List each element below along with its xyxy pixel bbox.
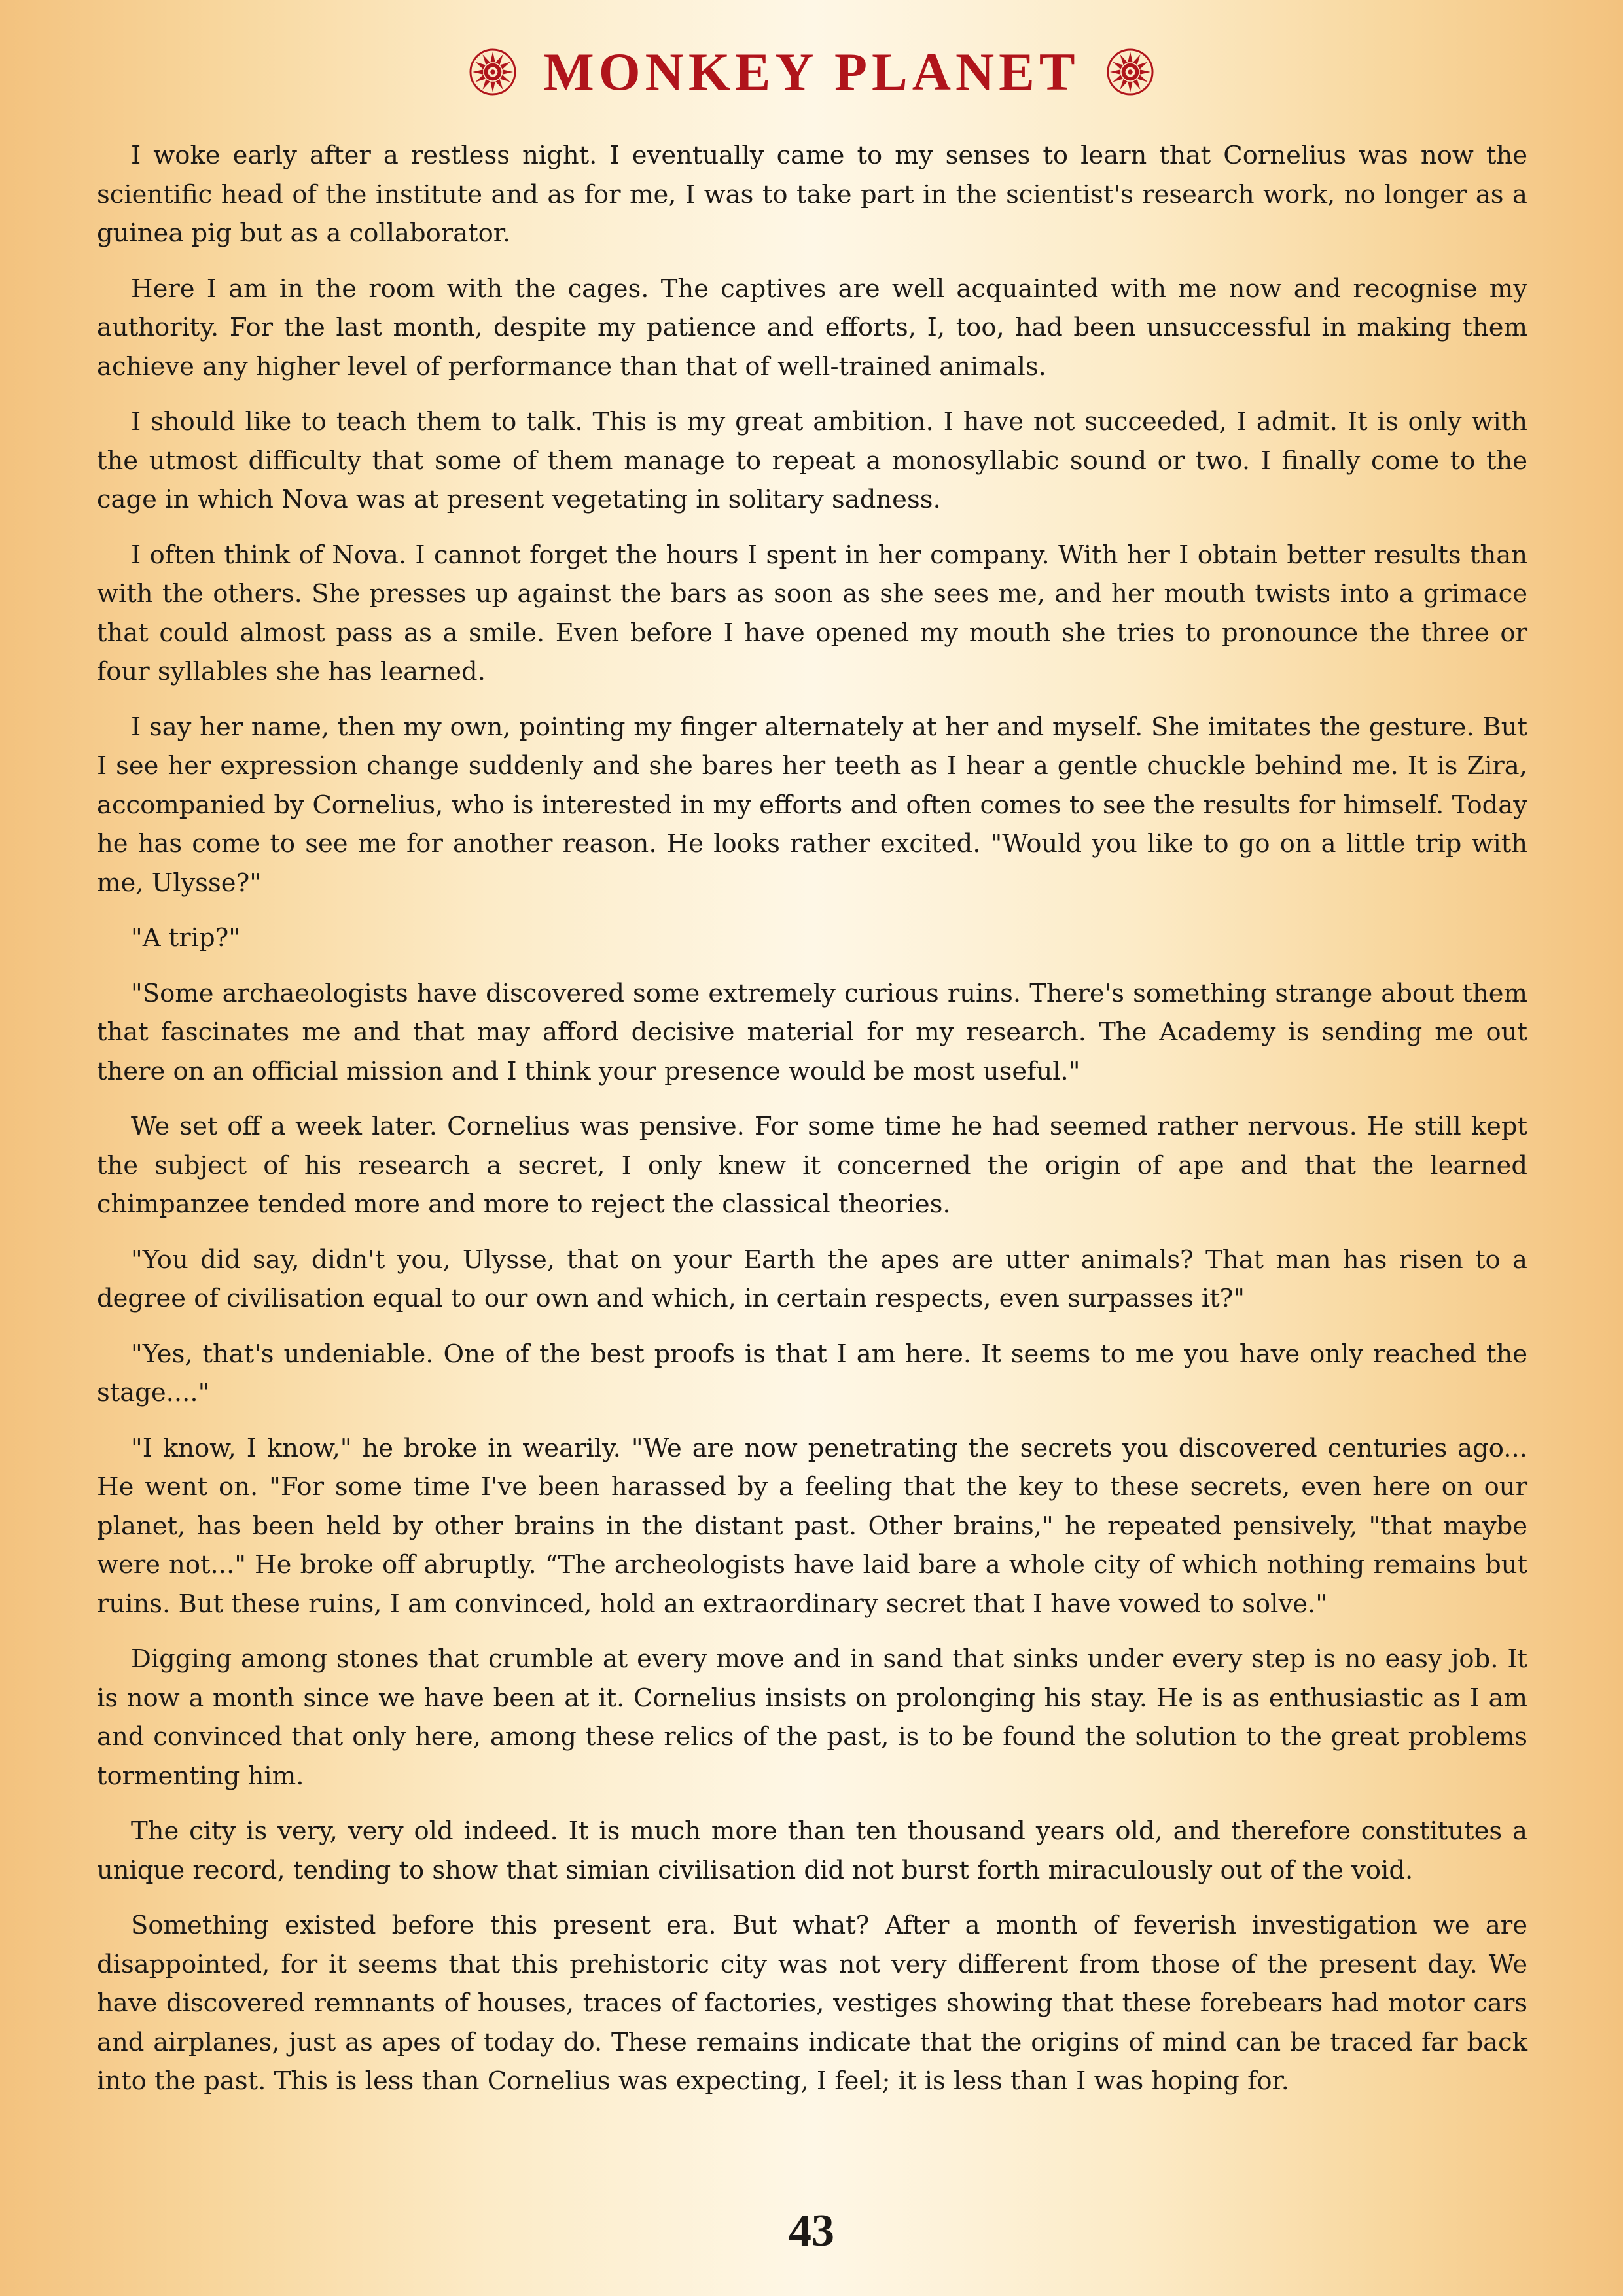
body-text bbox=[97, 136, 1527, 2117]
paragraph: I say her name, then my own, pointing my finger alternately at her and myself. She imitates the gesture. But I see her expression change suddenly and she bares her teeth as I hear a gentle chuckle behind me. It is Zira, accompanied by Cornelius, who is interested in my efforts and often comes to see the results for himself. Today he has come to see me for another reason. He looks rather excited. "Would you like to go on a little trip with me, Ulysse?" bbox=[97, 712, 1527, 898]
paragraph: I often think of Nova. I cannot forget the hours I spent in her company. With her I obtain better results than with the others. She presses up against the bars as soon as she sees me, and her mouth twists into a grimace that could almost pass as a smile. Even before I have opened my mouth she tries to pronounce the three or four syllables she has learned. bbox=[97, 540, 1527, 686]
paragraph: The city is very, very old indeed. It is much more than ten thousand years old, and therefore constitutes a unique record, tending to show that simian civilisation did not burst forth miraculously out of the void. bbox=[97, 1816, 1527, 1885]
paragraph: I woke early after a restless night. I eventually came to my senses to learn that Cornelius was now the scientific head of the institute and as for me, I was to take part in the scientist's research work, no longer as a guinea pig but as a collaborator. bbox=[97, 141, 1527, 248]
paragraph: We set off a week later. Cornelius was pensive. For some time he had seemed rather nervous. He still kept the subject of his research a secret, I only knew it concerned the origin of ape and that the learned chimpanzee tended more and more to reject the classical theories. bbox=[97, 1112, 1527, 1219]
paragraph: "Yes, that's undeniable. One of the best proofs is that I am here. It seems to me you have only reached the stage...." bbox=[97, 1339, 1527, 1407]
page-number: 43 bbox=[789, 2206, 834, 2256]
page-title: MONKEY PLANET bbox=[543, 42, 1080, 101]
paragraph: "I know, I know," he broke in wearily. "We are now penetrating the secrets you discovered centuries ago... He went on. "For some time I've been harassed by a feeling that the key to these secrets, even here on our planet, has been held by other brains in the distant past. Other brains," he repeated pensively, "that maybe were not..." He broke off abruptly. “The archeologists have laid bare a whole city of which nothing remains but ruins. But these ruins, I am convinced, hold an extraordinary secret that I have vowed to solve." bbox=[97, 1433, 1527, 1619]
paragraph: "Some archaeologists have discovered some extremely curious ruins. There's something strange about them that fascinates me and that may afford decisive material for my research. The Academy is sending me out there on an official mission and I think your presence would be most useful." bbox=[97, 978, 1527, 1086]
page-header bbox=[0, 26, 1623, 118]
paragraph: "You did say, didn't you, Ulysse, that on your Earth the apes are utter animals? That man has risen to a degree of civilisation equal to our own and which, in certain respects, even surpasses it?" bbox=[97, 1245, 1527, 1313]
paragraph: Digging among stones that crumble at every move and in sand that sinks under every step is no easy job. It is now a month since we have been at it. Cornelius insists on prolonging his stay. He is as enthusiastic as I am and convinced that only here, among these relics of the past, is to be found the solution to the great problems tormenting him. bbox=[97, 1644, 1527, 1791]
paragraph: "A trip?" bbox=[131, 923, 240, 953]
sun-burst-ornament-icon bbox=[469, 48, 517, 96]
sun-burst-ornament-icon bbox=[1106, 48, 1154, 96]
paragraph: Something existed before this present era. But what? After a month of feverish investigation we are disappointed, for it seems that this prehistoric city was not very different from those of the present day. We have discovered remnants of houses, traces of factories, vestiges showing that these forebears had motor cars and airplanes, just as apes of today do. These remains indicate that the origins of mind can be traced far back into the past. This is less than Cornelius was expecting, I feel; it is less than I was hoping for. bbox=[97, 1911, 1527, 2096]
paragraph: I should like to teach them to talk. This is my great ambition. I have not succeeded, I admit. It is only with the utmost difficulty that some of them manage to repeat a monosyllabic sound or two. I finally come to the cage in which Nova was at present vegetating in solitary sadness. bbox=[97, 407, 1527, 514]
paragraph: Here I am in the room with the cages. The captives are well acquainted with me now and recognise my authority. For the last month, despite my patience and efforts, I, too, had been unsuccessful in making them achieve any higher level of performance than that of well-trained animals. bbox=[97, 274, 1527, 381]
